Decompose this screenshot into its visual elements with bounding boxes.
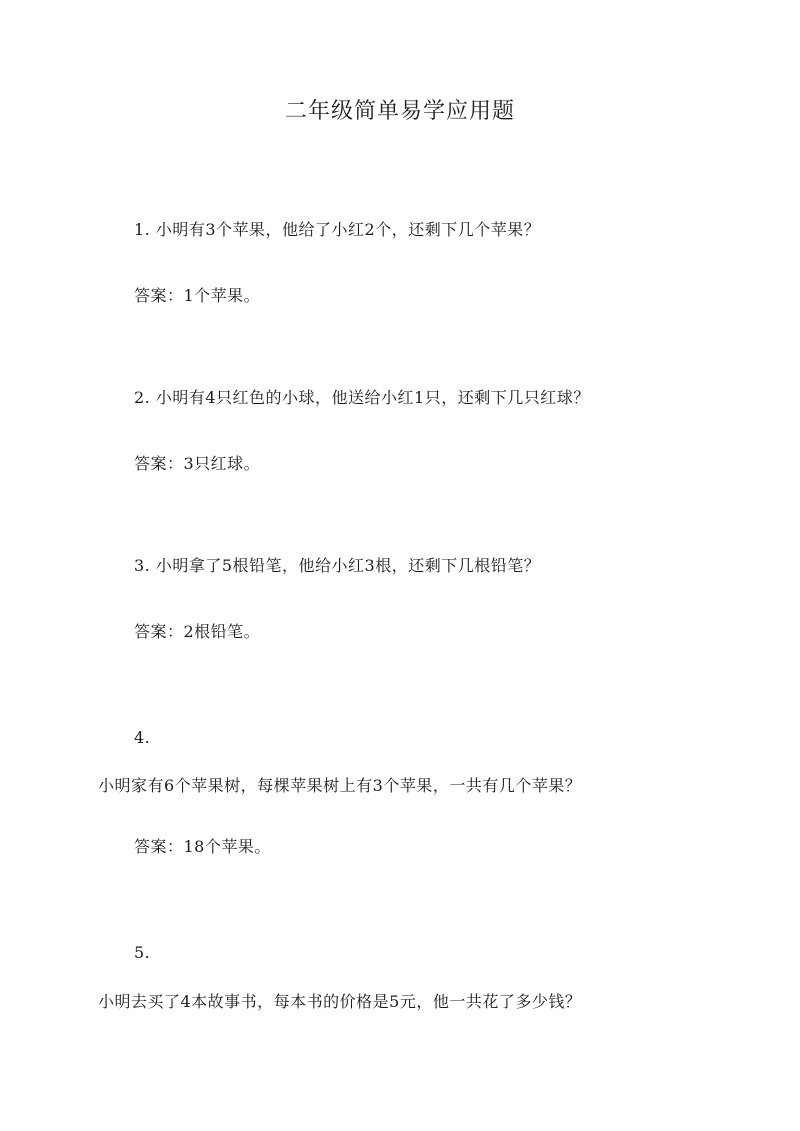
question-2: 2. 小明有4只红色的小球，他送给小红1只，还剩下几只红球？ (134, 388, 590, 407)
document-title: 二年级简单易学应用题 (284, 99, 515, 124)
question-4-number: 4. (134, 728, 151, 747)
question-3: 3. 小明拿了5根铅笔，他给小红3根，还剩下几根铅笔？ (134, 556, 541, 575)
question-5-number: 5. (134, 943, 151, 962)
answer-1: 答案：1个苹果。 (134, 286, 261, 305)
question-1: 1. 小明有3个苹果，他给了小红2个，还剩下几个苹果？ (134, 220, 541, 239)
question-5: 小明去买了4本故事书，每本书的价格是5元，他一共花了多少钱？ (98, 992, 582, 1011)
answer-2: 答案：3只红球。 (134, 454, 261, 473)
answer-4: 答案：18个苹果。 (134, 837, 271, 856)
answer-3: 答案：2根铅笔。 (134, 622, 261, 641)
question-4: 小明家有6个苹果树，每棵苹果树上有3个苹果，一共有几个苹果？ (98, 776, 582, 795)
